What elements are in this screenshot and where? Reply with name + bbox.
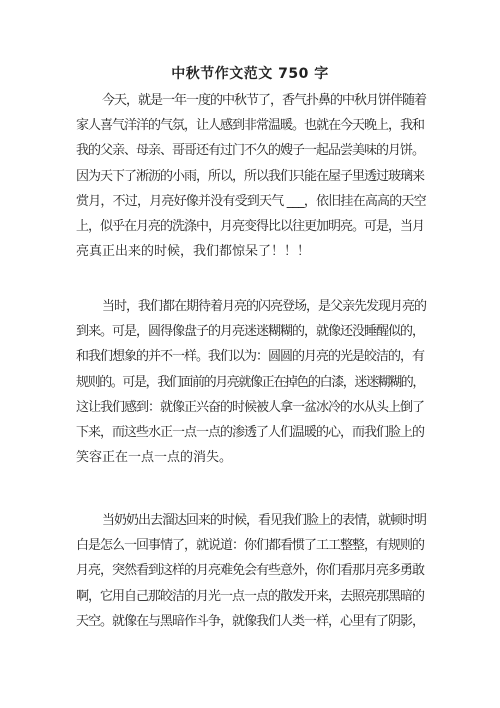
paragraph-line: 和我们想象的并不一样。我们以为：圆圆的月亮的光是皎洁的，有 bbox=[76, 349, 425, 365]
paragraph-line: 月亮，突然看到这样的月亮难免会有些意外，你们看那月亮多勇敢 bbox=[76, 563, 425, 579]
paragraph-line: 赏月，不过，月亮好像并没有受到天气 ___，依旧挂在高高的天空 bbox=[76, 193, 426, 209]
paragraph-line: 当奶奶出去溜达回来的时候，看见我们脸上的表情，就顿时明 bbox=[102, 513, 427, 528]
paragraph-2 bbox=[76, 294, 428, 470]
paragraph-1 bbox=[76, 88, 428, 264]
paragraph-line: 下来，而这些水正一点一点的渗透了人们温暖的心，而我们脸上的 bbox=[76, 425, 425, 441]
paragraph-line: 到来。可是，圆得像盘子的月亮迷迷糊糊的，就像还没睡醒似的， bbox=[76, 324, 425, 340]
paragraph-line: 亮真正出来的时候，我们都惊呆了！！！ bbox=[76, 244, 311, 260]
paragraph-line: 啊，它用自己那皎洁的月光一点一点的散发开来，去照亮那黑暗的 bbox=[76, 588, 425, 604]
paragraph-line: 今天，就是一年一度的中秋节了，香气扑鼻的中秋月饼伴随着 bbox=[102, 93, 427, 108]
paragraph-line: 因为天下了淅沥的小雨，所以，所以我们只能在屋子里透过玻璃来 bbox=[76, 168, 425, 184]
paragraph-line: 当时，我们都在期待着月亮的闪亮登场，是父亲先发现月亮的 bbox=[102, 299, 427, 314]
paragraph-line: 白是怎么一回事情了，就说道：你们都看惯了工工整整，有规则的 bbox=[76, 538, 425, 554]
document-title: 中秋节作文范文 750 字 bbox=[171, 66, 329, 82]
paragraph-line: 笑容正在一点一点的消失。 bbox=[76, 450, 233, 466]
paragraph-line: 天空。就像在与黑暗作斗争，就像我们人类一样，心里有了阴影， bbox=[76, 613, 425, 629]
paragraph-line: 这让我们感到：就像正兴奋的时候被人拿一盆冰冷的水从头上倒了 bbox=[76, 399, 425, 415]
paragraph-line: 家人喜气洋洋的气氛，让人感到非常温暖。也就在今天晚上，我和 bbox=[76, 118, 425, 134]
paragraph-3 bbox=[76, 508, 428, 634]
paragraph-line: 上，似乎在月亮的洗涤中，月亮变得比以往更加明亮。可是，当月 bbox=[76, 219, 425, 235]
paragraph-line: 规则的。可是，我们面前的月亮就像正在掉色的白漆，迷迷糊糊的， bbox=[76, 374, 425, 390]
paragraph-line: 我的父亲、母亲、哥哥还有过门不久的嫂子一起品尝美味的月饼。 bbox=[76, 143, 425, 159]
